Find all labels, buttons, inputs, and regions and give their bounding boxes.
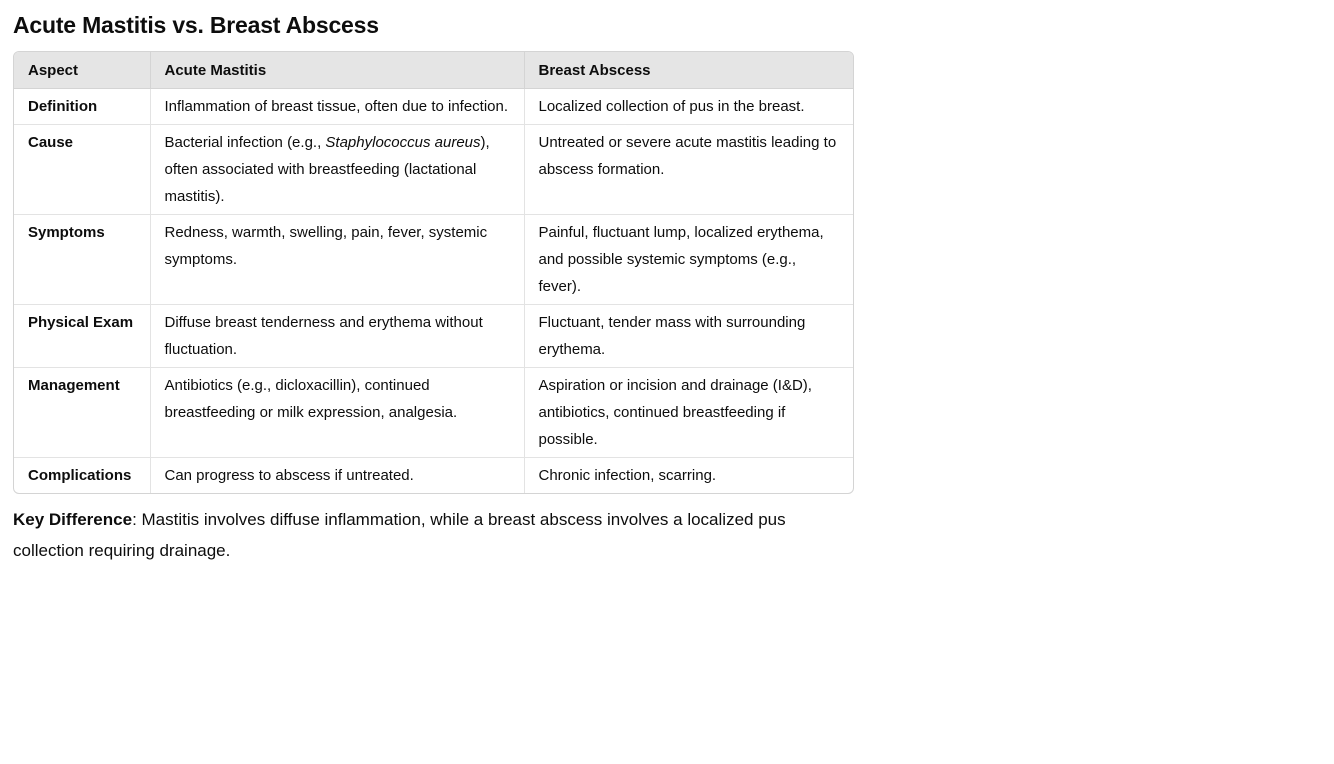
text-segment: Bacterial infection (e.g., (164, 134, 326, 151)
header-aspect: Aspect (14, 52, 150, 89)
row-mastitis-cell (150, 89, 524, 125)
row-abscess-cell (524, 305, 853, 368)
row-aspect (14, 89, 150, 125)
row-abscess-text: Aspiration or incision and drainage (I&D), antibiotics, continued breastfeeding if possible. (538, 377, 812, 448)
header-breast-abscess: Breast Abscess (524, 52, 853, 89)
row-aspect-text: Definition (28, 98, 98, 115)
page-title: Acute Mastitis vs. Breast Abscess (13, 12, 379, 38)
comparison-table-wrapper (13, 51, 854, 494)
row-mastitis-cell (150, 458, 524, 494)
row-abscess-cell (524, 458, 853, 494)
row-mastitis-cell (150, 215, 524, 305)
row-mastitis-cell (150, 305, 524, 368)
row-mastitis-text: Antibiotics (e.g., dicloxacillin), continued breastfeeding or milk expression, analgesia. (164, 377, 458, 421)
row-mastitis-cell (150, 368, 524, 458)
key-difference-text: : Mastitis involves diffuse inflammation, while a breast abscess involves a localized pus collection requiring drainage. (13, 510, 786, 560)
organism-name: Staphylococcus aureus (325, 134, 481, 151)
table-row (14, 305, 853, 368)
table-row (14, 89, 853, 125)
row-mastitis-text (165, 129, 510, 210)
table-row (14, 458, 853, 494)
row-abscess-text: Painful, fluctuant lump, localized erythema, and possible systemic symptoms (e.g., fever). (538, 224, 824, 295)
header-acute-mastitis: Acute Mastitis (150, 52, 524, 89)
comparison-table (14, 52, 853, 493)
row-mastitis-text: Diffuse breast tenderness and erythema without fluctuation. (164, 314, 483, 358)
row-abscess-cell (524, 368, 853, 458)
row-aspect-text: Complications (28, 467, 132, 484)
row-abscess-text: Chronic infection, scarring. (538, 467, 717, 484)
row-aspect (14, 215, 150, 305)
row-abscess-text: Localized collection of pus in the breast. (538, 98, 805, 115)
row-aspect-text: Physical Exam (28, 314, 134, 331)
table-row (14, 368, 853, 458)
row-mastitis-text: Inflammation of breast tissue, often due to infection. (164, 98, 509, 115)
row-abscess-text: Fluctuant, tender mass with surrounding erythema. (538, 314, 806, 358)
row-mastitis-text: Can progress to abscess if untreated. (164, 467, 414, 484)
row-aspect-text: Cause (28, 134, 74, 151)
row-aspect (14, 458, 150, 494)
key-difference-label: Key Difference (13, 510, 133, 529)
row-aspect (14, 125, 150, 215)
key-difference-note (13, 504, 858, 566)
row-abscess-cell (524, 89, 853, 125)
row-aspect (14, 368, 150, 458)
row-aspect-text: Symptoms (28, 224, 105, 241)
row-mastitis-cell (150, 125, 524, 215)
table-row (14, 215, 853, 305)
row-abscess-text: Untreated or severe acute mastitis leading to abscess formation. (538, 134, 837, 178)
row-mastitis-text: Redness, warmth, swelling, pain, fever, systemic symptoms. (164, 224, 488, 268)
row-aspect-text: Management (28, 377, 120, 394)
text-segment: ), often associated with breastfeeding (lactational mastitis). (164, 134, 490, 205)
row-aspect (14, 305, 150, 368)
row-abscess-cell (524, 125, 853, 215)
table-header-row (14, 52, 853, 89)
row-abscess-cell (524, 215, 853, 305)
table-row (14, 125, 853, 215)
document (13, 10, 853, 583)
